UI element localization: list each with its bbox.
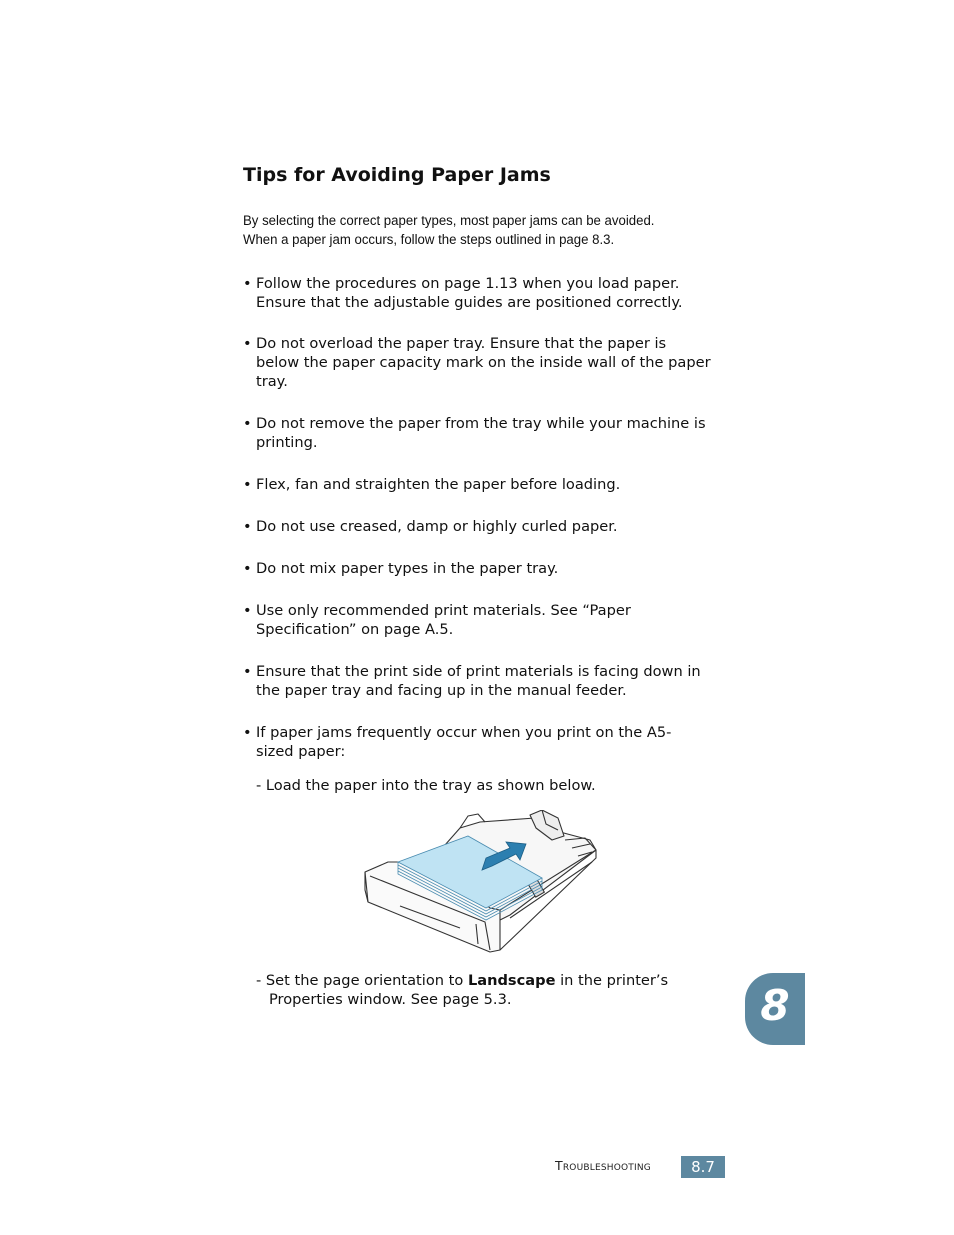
tip-line: Do not overload the paper tray. Ensure that the paper is — [256, 335, 667, 352]
orientation-prefix: - Set the page orientation to — [256, 972, 468, 989]
tip-line: below the paper capacity mark on the inside wall of the paper — [256, 354, 711, 371]
tip-line: printing. — [256, 434, 318, 451]
tip-list-item — [243, 723, 723, 761]
tip-line: If paper jams frequently occur when you print on the A5- — [256, 724, 672, 741]
tip-list-item — [243, 559, 723, 578]
footer-section-title: Troubleshooting — [555, 1158, 651, 1173]
tip-line: Ensure that the print side of print materials is facing down in — [256, 663, 701, 680]
tip-line: Do not mix paper types in the paper tray. — [256, 560, 559, 577]
bullet-dot: • — [243, 518, 252, 535]
footer-page-number: 8.7 — [681, 1156, 725, 1178]
intro-line: When a paper jam occurs, follow the steps outlined in page 8.3. — [243, 232, 615, 248]
tip-line: Ensure that the adjustable guides are positioned correctly. — [256, 294, 683, 311]
bullet-dot: • — [243, 476, 252, 493]
tip-line: Follow the procedures on page 1.13 when you load paper. — [256, 275, 680, 292]
tip-list-item — [243, 475, 723, 494]
tip-line: tray. — [256, 373, 288, 390]
tip-line: Flex, fan and straighten the paper before loading. — [256, 476, 621, 493]
landscape-term: Landscape — [467, 972, 556, 989]
tip-line: sized paper: — [256, 743, 346, 760]
bullet-dot: • — [243, 560, 252, 577]
bullet-dot: • — [243, 663, 252, 680]
tip-list-item — [243, 517, 723, 536]
bullet-dot: • — [243, 724, 252, 741]
chapter-tab — [745, 973, 805, 1045]
intro-paragraph — [243, 212, 699, 250]
tip-line: the paper tray and facing up in the manual feeder. — [256, 682, 627, 699]
intro-line: By selecting the correct paper types, most paper jams can be avoided. — [243, 213, 655, 229]
tip-line: Do not use creased, damp or highly curled paper. — [256, 518, 618, 535]
bullet-dot: • — [243, 602, 252, 619]
bullet-dot: • — [243, 415, 252, 432]
sub-step-line — [256, 971, 726, 990]
tip-line: Do not remove the paper from the tray while your machine is — [256, 415, 706, 432]
bullet-dot: • — [243, 335, 252, 352]
page-title: Tips for Avoiding Paper Jams — [243, 164, 551, 186]
chapter-number: 8 — [760, 981, 790, 1030]
sub-step-orientation — [256, 971, 726, 1009]
tip-line: Use only recommended print materials. See “Paper — [256, 602, 631, 619]
sub-step-line: Properties window. See page 5.3. — [269, 991, 512, 1008]
orientation-suffix: in the printer’s — [555, 972, 669, 989]
tip-list-item — [243, 662, 723, 700]
bullet-dot: • — [243, 275, 252, 292]
tip-list-item — [243, 334, 723, 391]
tip-list-item — [243, 601, 723, 639]
tip-line: Specification” on page A.5. — [256, 621, 454, 638]
paper-tray-loading-illustration — [360, 810, 600, 955]
sub-step-load — [256, 776, 726, 795]
sub-step-line: - Load the paper into the tray as shown below. — [256, 777, 596, 794]
tip-list-item — [243, 414, 723, 452]
tip-list-item — [243, 274, 723, 312]
